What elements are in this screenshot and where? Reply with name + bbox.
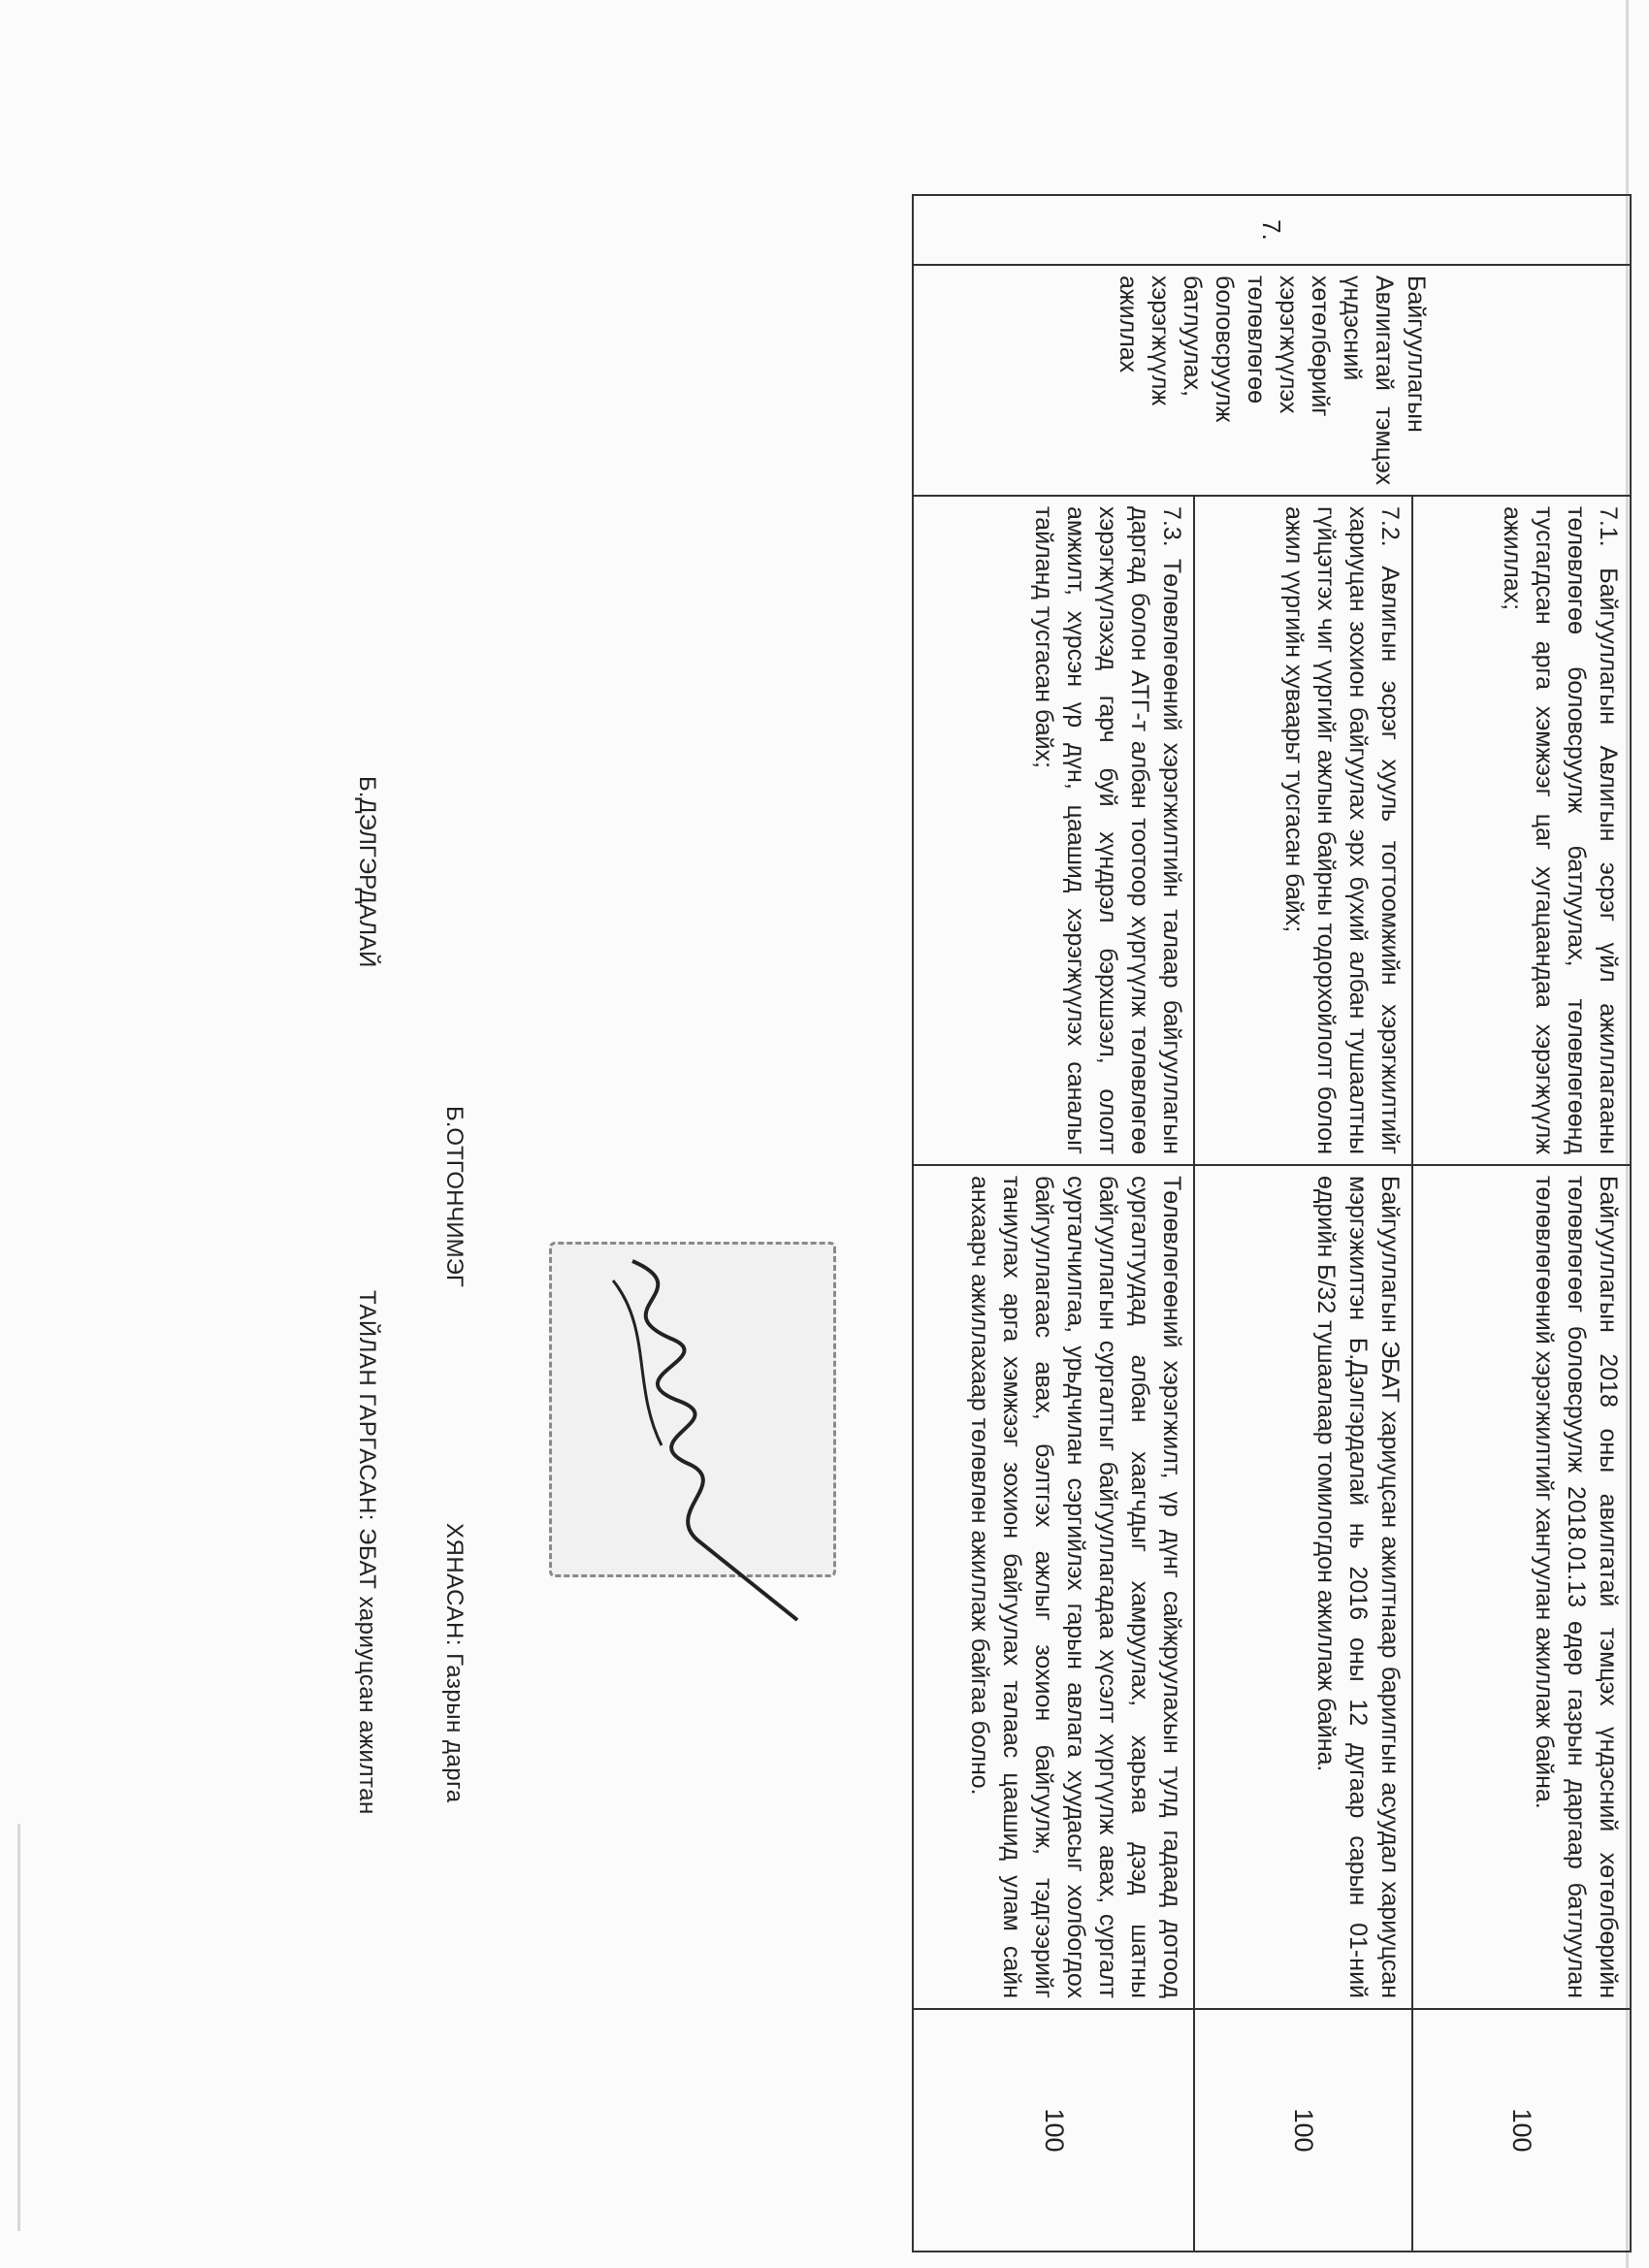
prepared-by-name: Б.ДЭЛГЭРДАЛАЙ [354,776,380,968]
task-cell: 7.3. Төлөвлөгөөний хэрэгжилтийн талаар байгууллагын даргад болон АТГ-т албан тоотоор хүргүүлж төлөвлөгөө хэрэгжүүлэхэд гарч буй хүндрэл бэрхшээл, ололт амжилт, хүрсэн үр дүн, цаашид хэрэгжүүлэх саналыг тайланд тусгасан байх; [913,496,1194,1165]
reviewed-by-label: ХЯНАСАН: Газрын дарга [441,1523,468,1803]
result-cell: Байгууллагын ЭБАТ хариуцсан ажилтнаар барилгын асуудал хариуцсан мэргэжилтэн Б.Дэлгэрдалай нь 2016 оны 12 дугаар сарын 01-ний өдрийн Б/32 тушаалаар томилогдон ажиллаж байна. [1194,1165,1412,2009]
row-number: 7. [913,195,1631,265]
percent-cell: 100 [913,2009,1194,2252]
result-cell: Төлөвлөгөөний хэрэгжилт, үр дүнг сайжруулахын тулд гадаад дотоод сургалтуудад албан хаагчдыг хамруулах, харьяа дээд шатны байгууллагын сургалтыг байгууллагадаа хүсэлт хүргүүлж авах, сургалт сурталчилгаа, урьдчилан сэргийлэх гарын авлага хуудасыг холбогдох байгууллагаас авах, бэлтгэх ажлыг зохион байгуулж, тэдгээрийг таниулах арга хэмжээг зохион байгуулах талаас цаашид улам сайн анхаарч ажиллахаар төлөвлөн ажиллаж байгаа болно. [913,1165,1194,2009]
prepared-by-label: ТАЙЛАН ГАРГАСАН: ЭБАТ хариуцсан ажилтан [354,1290,380,1815]
percent-cell: 100 [1194,2009,1412,2252]
reviewed-by-name: Б.ОТГОНЧИМЭГ [441,1106,468,1287]
signature-block [138,194,1632,2251]
percent-cell: 100 [1412,2009,1631,2252]
handwritten-signature [545,1222,836,1630]
task-cell: 7.2. Авлигын эсрэг хууль тогтоомжийн хэрэгжилтийг хариуцан зохион байгуулах эрх бүхий албан тушаалтны гүйцэтгэх чиг үүргийг ажлын байрны тодорхойлолт болон ажил үүргийн хуваарьт тусгасан байх; [1194,496,1412,1165]
result-cell: Байгууллагын 2018 оны авилгатай тэмцэх үндэсний хөтөлбөрийн төлөвлөгөөг боловсруулж 2018.01.13 өдөр газрын даргаар батлуулан төлөвлөгөөний хэрэгжилтийг хангуулан ажиллаж байна. [1412,1165,1631,2009]
rotated-document-page [138,194,1632,2251]
section-title: Байгууллагын Авлигатай тэмцэх үндэсний хөтөлбөрийг хэрэгжүүлэх төлөвлөгөө боловсруулж батлуулах, хэрэгжүүлж ажиллах [913,265,1631,496]
task-cell: 7.1. Байгууллагын Авлигын эсрэг үйл ажиллагааны төлөвлөгөө боловсруулж батлуулах, төлөвлөгөөнд тусгагдсан арга хэмжээг цаг хугацаандаа хэрэгжүүлж ажиллах; [1412,496,1631,1165]
scan-left-edge [17,1824,20,2231]
